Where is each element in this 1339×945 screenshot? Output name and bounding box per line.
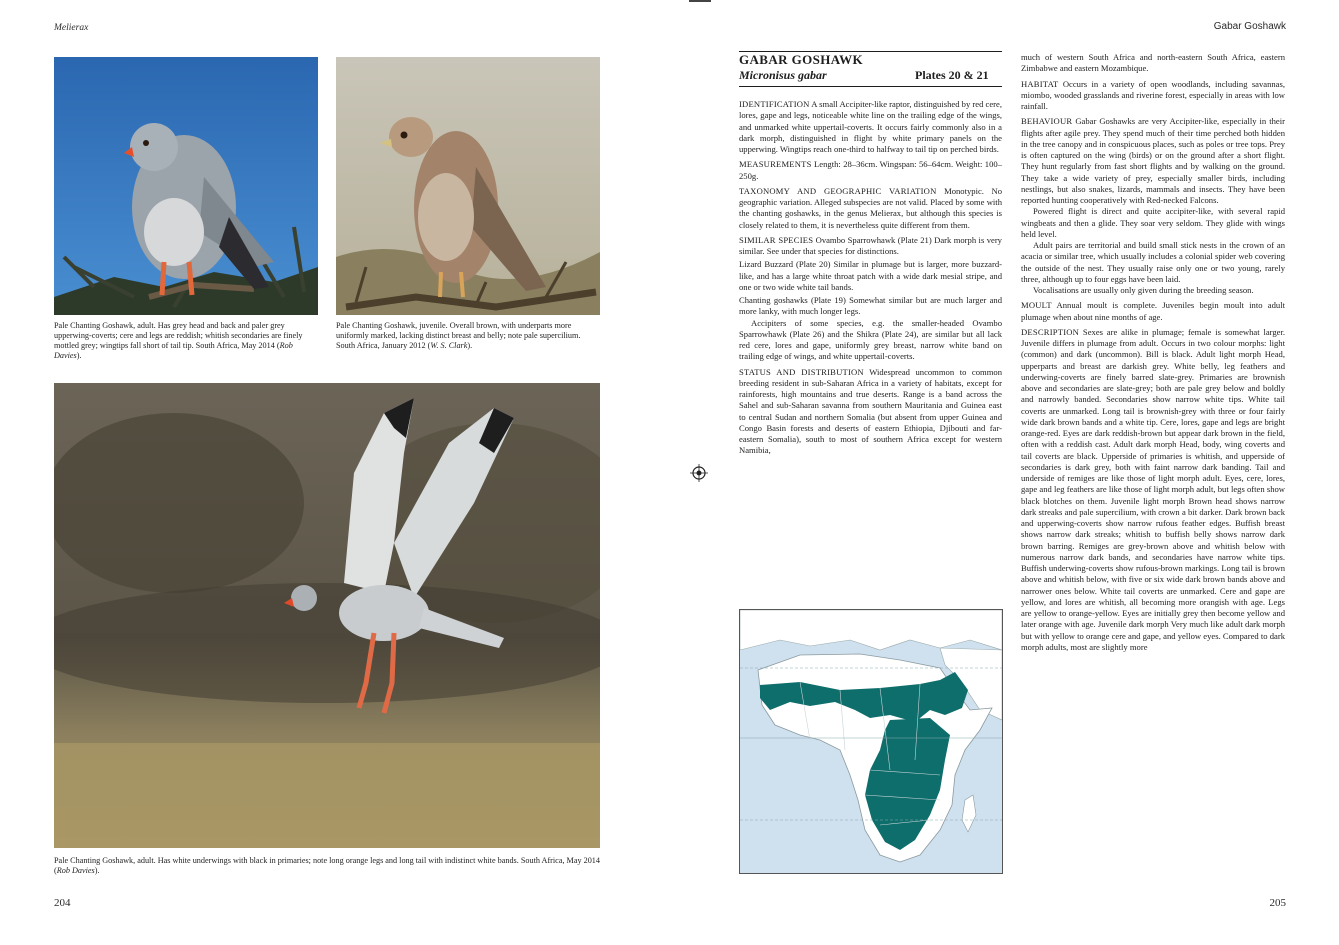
species-scientific-name: Micronisus gabar: [739, 68, 827, 82]
page-number-right: 205: [1269, 897, 1286, 909]
caption-end: ).: [467, 341, 473, 350]
page-number-left: 204: [54, 897, 71, 909]
section-heading: DESCRIPTION: [1021, 326, 1080, 337]
section-text: Monotypic. No geographic variation. Alleged subspecies are not valid. Placed by some with the chanting goshawks, in the genus Melierax, but although this species is closely related to them, it is nevertheless quite different from them.: [739, 185, 1002, 230]
caption-text: Pale Chanting Goshawk, juvenile. Overall brown, with underparts more uniformly marked, lacking distinct breast and belly; note pale supercilium. South Africa, January 2012 (: [336, 321, 581, 350]
species-plates: Plates 20 & 21: [915, 68, 989, 82]
photo-adult-flight: [54, 383, 600, 848]
section-text: Gabar Goshawks are very Accipiter-like, especially in their flights after agile prey. They spend much of their time perched both hidden in the tree canopy and in conspicuous places, such as poles or tree tops. Prey is often captured on the wing (birds) or on the ground after a short flight. They hunt regularly from fast short flights and by walking on the ground. They take a wide variety of prey, especially smaller birds, including nestlings, but also snakes, lizards, mammals and insects. They have been reported hunting cooperatively with Red-necked Falcons.: [1021, 116, 1285, 205]
status-continued: much of western South Africa and north-eastern South Africa, eastern Zimbabwe and eastern Mozambique.: [1021, 52, 1285, 74]
behaviour-flight: Powered flight is direct and quite accipiter-like, with several rapid wingbeats and then a glide. They soar very seldom. They glide with wings held level.: [1021, 206, 1285, 239]
section-heading: MOULT: [1021, 300, 1052, 311]
photo-adult-perched: [54, 57, 318, 315]
section-heading: BEHAVIOUR: [1021, 116, 1073, 127]
section-text: Sexes are alike in plumage; female is somewhat larger. Juvenile differs in plumage from adult. Occurs in two colour morphs: light (common) and dark (uncommon). Bill is black. Adult light morph Head, upperparts and breast are darkish grey. White belly, leg feathers and underwing-coverts are finely barred slate-grey. Primaries are brownish above and secondaries are slate-grey; both are pale grey below and boldly and narrowly banded. Secondaries show narrow white tips. White tail coverts are unmarked. Long tail is brownish-grey with three or four fairly wide dark brown bands and a white tip. Cere, lores, gape and legs are bright orange-red. Eyes are dark reddish-brown but appear dark brown in the field, often with a reddish cast. Adult dark morph Head, body, wing coverts and tail coverts are black. Upperside of primaries is whitish, and upperside of secondaries is dark grey, both with faint narrow dark banding. Tail and underside of remiges are like those of light morph adult. Eyes, cere, lores, gape and leg feathers are like those of light morph adult, but legs often show black blotches on them. Juvenile light morph Brown head shows narrow dark streaks and pale supercilium, with crown a bit darker. Dark brown back and upperwing-coverts show narrow rufous feather edges. Buffish breast shows narrow dark streaks; whitish to buffish belly shows narrow dark brown barring. Remiges are grey-brown above and whitish below with numerous narrow dark bands, and secondaries have narrow white tips. Buffish underwing-coverts show rufous-brown markings. Long tail is brown above and whitish below, with five or six wide dark brown bands above and narrower ones below. White tail coverts are unmarked. Cere and gape are yellow, and lores are whitish, all becoming more orangish with age. Legs are yellow to orange-yellow. Eyes are initially grey then become yellow and later orange with age. Juvenile dark morph Very much like adult dark morph but with yellow to orange cere and gape, and yellow eyes. Compared to dark morph adults, most are slightly more: [1021, 326, 1285, 652]
photo-credit: Rob Davies: [54, 341, 293, 360]
section-heading: SIMILAR SPECIES: [739, 234, 814, 245]
similar-lizard-buzzard: Lizard Buzzard (Plate 20) Similar in plumage but is larger, more buzzard-like, and has a large white throat patch with a wide dark mesial stripe, and one or two wide white tail bands.: [739, 259, 1002, 292]
caption-end: ).: [94, 866, 100, 875]
section-heading: IDENTIFICATION: [739, 99, 810, 109]
similar-chanting-goshawks: Chanting goshawks (Plate 19) Somewhat similar but are much larger and more lanky, with much longer legs.: [739, 295, 1002, 317]
caption-text: Pale Chanting Goshawk, adult. Has grey head and back and paler grey upperwing-coverts; cere and legs are reddish; whitish secondaries are finely mottled grey; wingtips fall short of tail tip. South Africa, May 2014 (: [54, 321, 303, 350]
section-text: Occurs in a variety of open woodlands, including savannas, miombo, wooded grasslands and riverine forest, especially in areas with low rainfall.: [1021, 78, 1285, 111]
caption-text: Pale Chanting Goshawk, adult. Has white underwings with black in primaries; note long orange legs and long tail with indistinct white bands. South Africa, May 2014 (: [54, 856, 600, 875]
caption-end: ).: [76, 351, 82, 360]
text-column-1: [739, 99, 1002, 461]
section-text: A small Accipiter-like raptor, distinguished by red cere, lores, gape and legs, noticeable white line on the trailing edge of the wings, and unmarked white uppertail-coverts. It occurs fairly commonly also in a dark morph, distinguished in flight by white primary panels on the upperwing. Wingtips reach one-third to halfway to tail tip on perched birds.: [739, 99, 1002, 154]
running-head-right: Gabar Goshawk: [1213, 21, 1286, 32]
section-text: Widespread uncommon to common breeding resident in sub-Saharan Africa in a variety of habitats, except for rainforests, high mountains and true deserts. Range is a band across the Sahel and sub-Saharan savanna from southern Mauritania and Guinea east to central Sudan and northern Somalia (but absent from upper Guinea and Congo Basin forests and deserts of eastern Ethiopia, Djibouti and far-eastern Somalia), south to most of southern Africa except for western Namibia,: [739, 366, 1002, 456]
photo-credit: W. S. Clark: [430, 341, 468, 350]
species-title: GABAR GOSHAWK: [739, 52, 864, 67]
caption-photo3: [54, 856, 600, 876]
photo-juvenile: [336, 57, 600, 315]
photo-credit: Rob Davies: [56, 866, 95, 875]
section-heading: TAXONOMY AND GEOGRAPHIC VARIATION: [739, 185, 937, 196]
behaviour-vocal: Vocalisations are usually only given during the breeding season.: [1033, 285, 1254, 295]
crop-mark: [689, 0, 711, 2]
section-text: Length: 28–36cm. Wingspan: 56–64cm. Weight: 100–250g.: [739, 159, 1002, 181]
running-head-left: Melierax: [54, 23, 89, 33]
registration-mark-icon: [690, 464, 708, 482]
caption-photo2: [336, 321, 600, 351]
behaviour-nests: Adult pairs are territorial and build small stick nests in the crown of an acacia or similar tree, which usually includes a colonial spider web covering the outside of the nest. They usually raise only one or two young, rarely three, although up to four eggs have been laid.: [1021, 240, 1285, 284]
section-heading: HABITAT: [1021, 78, 1059, 89]
section-heading: MEASUREMENTS: [739, 159, 812, 170]
text-column-2: [1021, 52, 1285, 657]
section-heading: STATUS AND DISTRIBUTION: [739, 366, 864, 377]
distribution-map: [739, 609, 1003, 874]
section-text: Annual moult is complete. Juveniles begin moult into adult plumage when about nine months of age.: [1021, 300, 1285, 322]
caption-photo1: [54, 321, 318, 361]
section-text: Ovambo Sparrowhawk (Plate 21) Dark morph is very similar. See under that species for distinctions.: [739, 234, 1002, 256]
similar-accipiters: Accipiters of some species, e.g. the smaller-headed Ovambo Sparrowhawk (Plate 26) and the Shikra (Plate 24), are similar but all lack red cere, lores and gape, uniformly grey breast, narrow white band on trailing edge of wings, and white uppertail-coverts.: [739, 317, 1002, 362]
header-rule-top: [739, 51, 1002, 52]
header-rule-bottom: [739, 86, 1002, 87]
